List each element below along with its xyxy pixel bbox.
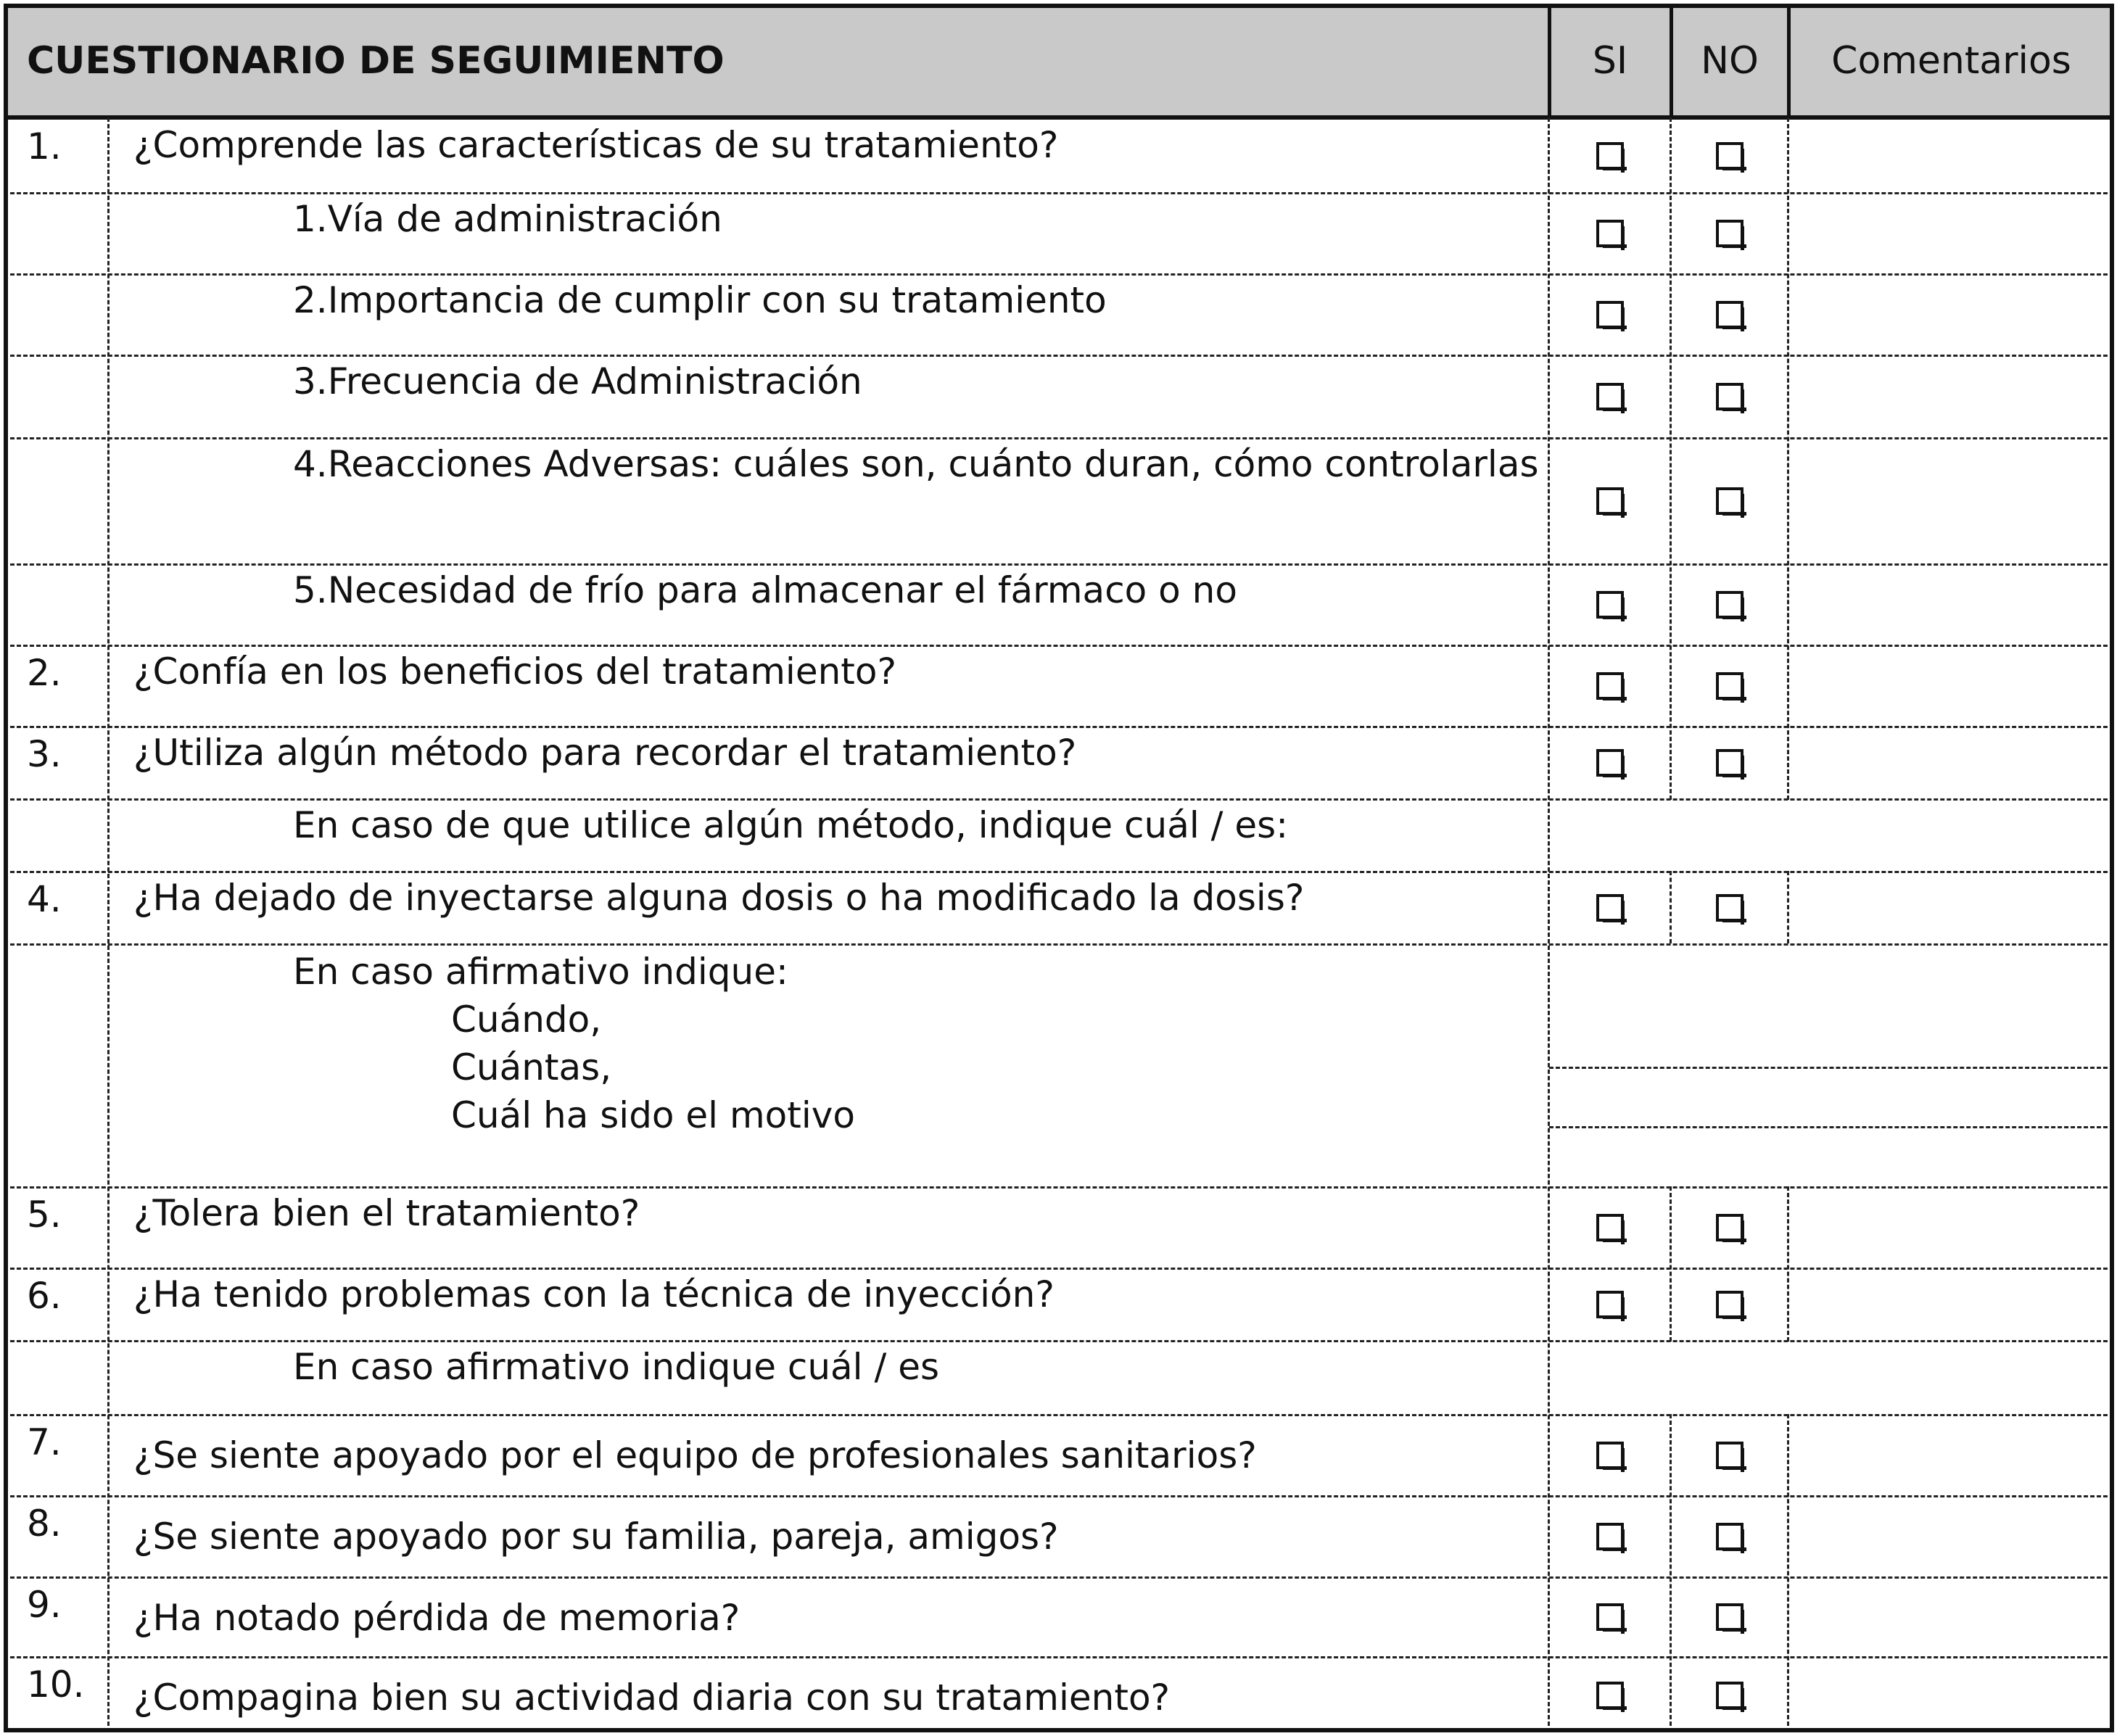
checkbox-icon — [1716, 1603, 1743, 1631]
si-checkbox[interactable] — [1549, 356, 1671, 437]
question-number: 5. — [27, 1194, 62, 1236]
checkbox-icon — [1716, 672, 1743, 700]
si-checkbox[interactable] — [1549, 646, 1671, 726]
no-checkbox[interactable] — [1671, 727, 1788, 798]
sub-question-text: 4.Reacciones Adversas: cuáles son, cuánto duran, cómo controlarlas — [293, 443, 1539, 485]
sub-question-text: En caso afirmativo indique: — [293, 951, 788, 993]
no-checkbox[interactable] — [1671, 646, 1788, 726]
comments-field[interactable] — [1788, 1497, 2114, 1576]
sub-question-text: En caso de que utilice algún método, indique cuál / es: — [293, 804, 1289, 846]
comments-field[interactable] — [1788, 646, 2114, 726]
checkbox-icon — [1716, 1523, 1743, 1550]
checkbox-icon — [1596, 1682, 1624, 1709]
answer-field-reason[interactable] — [1549, 1128, 2114, 1186]
checkbox-icon — [1716, 591, 1743, 619]
no-checkbox[interactable] — [1671, 872, 1788, 943]
answer-field-how-many[interactable] — [1549, 1068, 2114, 1126]
si-checkbox[interactable] — [1549, 1269, 1671, 1340]
no-checkbox[interactable] — [1671, 120, 1788, 192]
si-checkbox[interactable] — [1549, 565, 1671, 645]
checkbox-icon — [1596, 591, 1624, 619]
comments-field[interactable] — [1788, 1269, 2114, 1340]
question-number: 6. — [27, 1275, 62, 1317]
checkbox-icon — [1716, 1442, 1743, 1469]
comments-column-header: Comentarios — [1788, 4, 2114, 117]
checkbox-icon — [1716, 1682, 1743, 1709]
checkbox-icon — [1596, 672, 1624, 700]
no-checkbox[interactable] — [1671, 275, 1788, 355]
comments-field[interactable] — [1788, 1188, 2114, 1268]
question-text: ¿Utiliza algún método para recordar el tratamiento? — [133, 732, 1077, 774]
si-checkbox[interactable] — [1549, 872, 1671, 943]
question-number: 10. — [27, 1663, 85, 1706]
question-number: 4. — [27, 878, 62, 920]
si-checkbox[interactable] — [1549, 1415, 1671, 1495]
si-checkbox[interactable] — [1549, 194, 1671, 273]
checkbox-icon — [1716, 220, 1743, 247]
checkbox-icon — [1596, 487, 1624, 515]
question-text: ¿Ha tenido problemas con la técnica de inyección? — [133, 1273, 1055, 1315]
si-checkbox[interactable] — [1549, 1578, 1671, 1656]
no-column-header: NO — [1671, 4, 1788, 117]
detail-item-how-many: Cuántas, — [451, 1046, 612, 1088]
checkbox-icon — [1596, 220, 1624, 247]
no-checkbox[interactable] — [1671, 356, 1788, 437]
sub-question-text: En caso afirmativo indique cuál / es — [293, 1346, 940, 1388]
comments-field[interactable] — [1788, 194, 2114, 273]
checkbox-icon — [1596, 894, 1624, 922]
question-text: ¿Confía en los beneficios del tratamiento? — [133, 650, 897, 693]
question-text: ¿Ha notado pérdida de memoria? — [133, 1597, 740, 1639]
no-checkbox[interactable] — [1671, 1578, 1788, 1656]
sub-question-text: 5.Necesidad de frío para almacenar el fármaco o no — [293, 569, 1237, 611]
checkbox-icon — [1596, 142, 1624, 170]
question-text: ¿Comprende las características de su tratamiento? — [133, 124, 1059, 166]
question-number: 3. — [27, 733, 62, 775]
checkbox-icon — [1716, 383, 1743, 410]
no-checkbox[interactable] — [1671, 439, 1788, 563]
question-text: ¿Se siente apoyado por el equipo de profesionales sanitarios? — [133, 1434, 1257, 1476]
checkbox-icon — [1596, 301, 1624, 328]
si-checkbox[interactable] — [1549, 120, 1671, 192]
si-checkbox[interactable] — [1549, 1497, 1671, 1576]
questionnaire-form — [4, 4, 2114, 1732]
comments-field[interactable] — [1788, 872, 2114, 943]
si-checkbox[interactable] — [1549, 727, 1671, 798]
checkbox-icon — [1596, 1603, 1624, 1631]
checkbox-icon — [1596, 1523, 1624, 1550]
sub-question-block — [109, 945, 1548, 1186]
answer-field[interactable] — [1549, 800, 2114, 871]
si-checkbox[interactable] — [1549, 275, 1671, 355]
no-checkbox[interactable] — [1671, 1415, 1788, 1495]
no-checkbox[interactable] — [1671, 565, 1788, 645]
comments-field[interactable] — [1788, 1578, 2114, 1656]
form-title: CUESTIONARIO DE SEGUIMIENTO — [4, 4, 1549, 117]
sub-question-text: 1.Vía de administración — [293, 198, 722, 240]
question-text: ¿Compagina bien su actividad diaria con su tratamiento? — [133, 1677, 1171, 1719]
no-checkbox[interactable] — [1671, 1658, 1788, 1732]
checkbox-icon — [1716, 1214, 1743, 1241]
answer-field-when[interactable] — [1549, 945, 2114, 1067]
checkbox-icon — [1716, 142, 1743, 170]
no-checkbox[interactable] — [1671, 194, 1788, 273]
checkbox-icon — [1596, 1442, 1624, 1469]
comments-field[interactable] — [1788, 1415, 2114, 1495]
si-checkbox[interactable] — [1549, 439, 1671, 563]
checkbox-icon — [1716, 749, 1743, 777]
sub-question-text: 3.Frecuencia de Administración — [293, 360, 862, 402]
detail-item-when: Cuándo, — [451, 999, 602, 1041]
question-text: ¿Tolera bien el tratamiento? — [133, 1192, 640, 1234]
checkbox-icon — [1716, 894, 1743, 922]
comments-field[interactable] — [1788, 439, 2114, 563]
question-text: ¿Se siente apoyado por su familia, pareja, amigos? — [133, 1516, 1059, 1558]
checkbox-icon — [1716, 1291, 1743, 1318]
no-checkbox[interactable] — [1671, 1269, 1788, 1340]
question-number: 7. — [27, 1421, 62, 1463]
no-checkbox[interactable] — [1671, 1497, 1788, 1576]
question-number: 8. — [27, 1503, 62, 1545]
si-checkbox[interactable] — [1549, 1188, 1671, 1268]
sub-question-text: 2.Importancia de cumplir con su tratamiento — [293, 279, 1107, 321]
si-column-header: SI — [1549, 4, 1671, 117]
checkbox-icon — [1596, 1214, 1624, 1241]
si-checkbox[interactable] — [1549, 1658, 1671, 1732]
comments-field[interactable] — [1788, 565, 2114, 645]
answer-field[interactable] — [1549, 1342, 2114, 1414]
comments-field[interactable] — [1788, 120, 2114, 192]
no-checkbox[interactable] — [1671, 1188, 1788, 1268]
question-number: 9. — [27, 1584, 62, 1626]
question-number: 1. — [27, 125, 62, 168]
checkbox-icon — [1716, 301, 1743, 328]
comments-field[interactable] — [1788, 1658, 2114, 1732]
detail-item-reason: Cuál ha sido el motivo — [451, 1094, 855, 1136]
comments-field[interactable] — [1788, 727, 2114, 798]
checkbox-icon — [1596, 1291, 1624, 1318]
checkbox-icon — [1596, 383, 1624, 410]
checkbox-icon — [1716, 487, 1743, 515]
checkbox-icon — [1596, 749, 1624, 777]
comments-field[interactable] — [1788, 356, 2114, 437]
comments-field[interactable] — [1788, 275, 2114, 355]
question-number: 2. — [27, 652, 62, 694]
question-text: ¿Ha dejado de inyectarse alguna dosis o ha modificado la dosis? — [133, 877, 1305, 919]
